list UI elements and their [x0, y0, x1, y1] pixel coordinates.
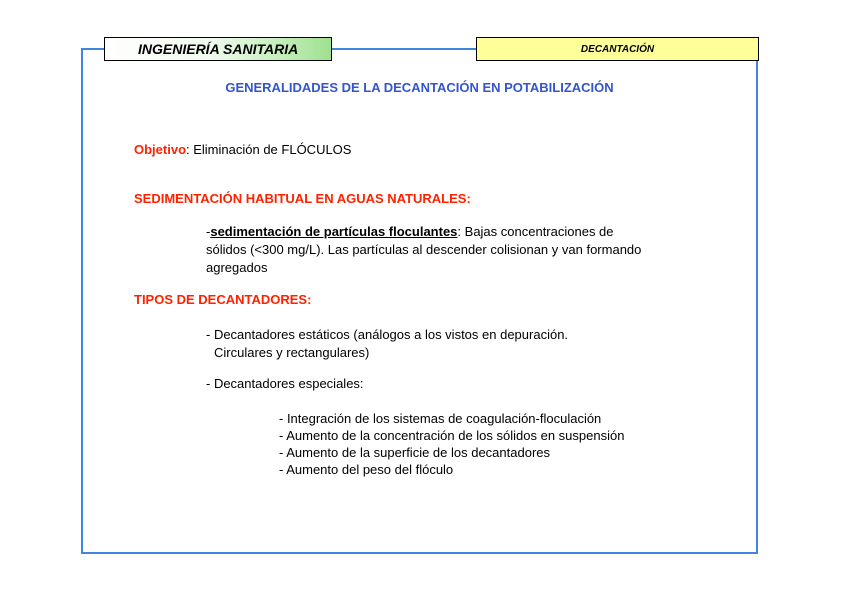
objective-text: : Eliminación de FLÓCULOS: [186, 142, 352, 157]
sedimentation-dash: -: [206, 224, 211, 239]
header-tab-right-label: DECANTACIÓN: [580, 43, 655, 55]
decantador-item-1-line-2: Circulares y rectangulares): [214, 345, 370, 360]
objective-line: [134, 142, 351, 158]
sedimentation-line-1: [206, 224, 614, 240]
decantador-item-1-line-1: - Decantadores estáticos (análogos a los vistos en depuración.: [206, 327, 569, 342]
subitem-peso: - Aumento del peso del flóculo: [279, 462, 454, 477]
sedimentation-line-2: sólidos (<300 mg/L). Las partículas al descender colisionan y van formando: [206, 242, 642, 257]
subitem-coagulacion: - Integración de los sistemas de coagulación-floculación: [279, 411, 602, 426]
decantador-item-2: - Decantadores especiales:: [206, 376, 364, 391]
section-heading-tipos: TIPOS DE DECANTADORES:: [134, 292, 312, 307]
header-tab-left-label: INGENIERÍA SANITARIA: [138, 41, 299, 57]
section-heading-sedimentacion: SEDIMENTACIÓN HABITUAL EN AGUAS NATURALES:: [134, 191, 471, 206]
header-tab-ingenieria-sanitaria: [104, 37, 332, 61]
header-tab-decantacion: [476, 37, 759, 61]
subitem-superficie: - Aumento de la superficie de los decantadores: [279, 445, 551, 460]
sedimentation-line-1-rest: : Bajas concentraciones de: [457, 224, 614, 239]
page-title: GENERALIDADES DE LA DECANTACIÓN EN POTABILIZACIÓN: [225, 80, 614, 95]
sedimentation-term: sedimentación de partículas floculantes: [210, 224, 458, 239]
sedimentation-line-3: agregados: [206, 260, 268, 275]
objective-label: Objetivo: [134, 142, 187, 157]
subitem-concentracion: - Aumento de la concentración de los sólidos en suspensión: [279, 428, 625, 443]
